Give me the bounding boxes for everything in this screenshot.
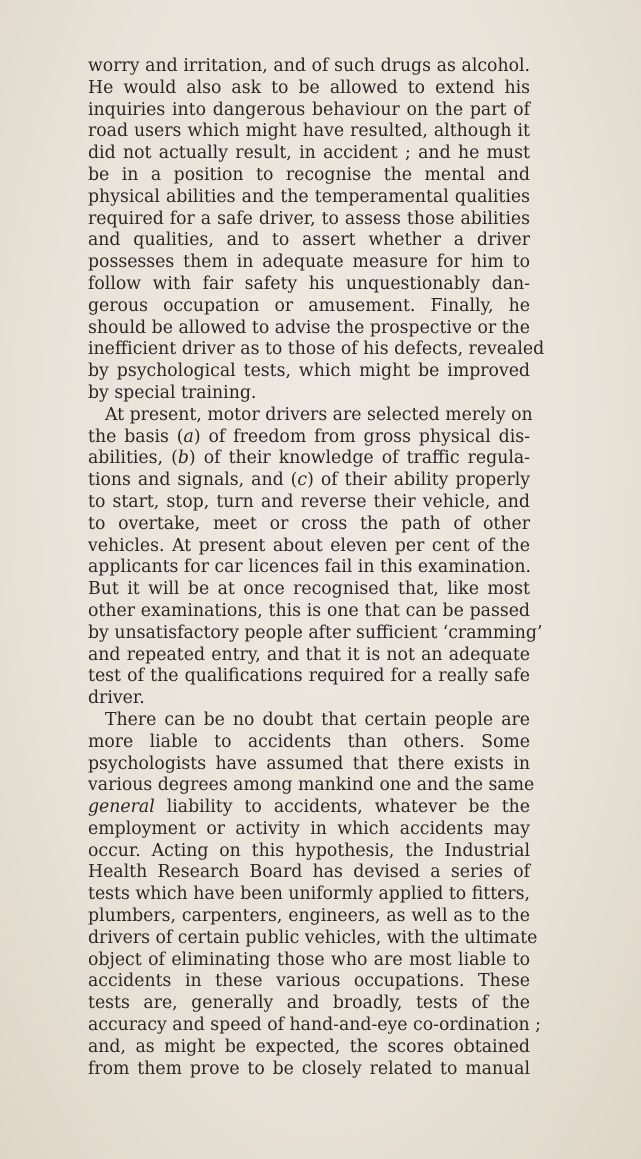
text-line: worry and irritation, and of such drugs as alcohol. — [88, 56, 530, 76]
text-line: follow with fair safety his unquestionably dan- — [88, 273, 530, 294]
text-line: inquiries into dangerous behaviour on the part of — [88, 99, 530, 120]
text-line: road users which might have resulted, although it — [88, 121, 530, 142]
text-line: tests which have been uniformly applied to fitters, — [88, 884, 530, 905]
text-line: should be allowed to advise the prospective or the — [88, 317, 530, 338]
body-text — [88, 56, 545, 1080]
text-line: driver. — [88, 688, 145, 709]
text-line: by special training. — [88, 382, 257, 403]
text-line: accidents in these various occupations. These — [88, 971, 530, 992]
text-line: plumbers, carpenters, engineers, as well as to the — [88, 906, 530, 927]
text-line: But it will be at once recognised that, like most — [88, 579, 530, 600]
text-line: physical abilities and the temperamental qualities — [88, 186, 530, 207]
text-line: accuracy and speed of hand-and-eye co-ordination ; — [88, 1015, 541, 1036]
text-line: vehicles. At present about eleven per cent of the — [88, 535, 530, 556]
text-line: applicants for car licences fail in this examination. — [88, 557, 532, 578]
text-line: employment or activity in which accidents may — [88, 818, 530, 839]
text-line: more liable to accidents than others. Some — [88, 731, 530, 752]
text-line: and repeated entry, and that it is not an adequate — [88, 644, 530, 665]
paragraph-start-line: There can be no doubt that certain people are — [105, 709, 530, 730]
text-line: and, as might be expected, the scores obtained — [88, 1036, 530, 1057]
text-line: the basis (a) of freedom from gross physical dis- — [88, 426, 530, 447]
text-line: abilities, (b) of their knowledge of traffic regula- — [88, 448, 530, 469]
text-line: drivers of certain public vehicles, with the ultimate — [88, 927, 538, 948]
text-line: gerous occupation or amusement. Finally, he — [88, 295, 530, 316]
text-line: be in a position to recognise the mental and — [88, 164, 530, 185]
text-line: occur. Acting on this hypothesis, the Industrial — [88, 840, 530, 861]
text-line: object of eliminating those who are most liable to — [88, 949, 530, 970]
text-line: by unsatisfactory people after sufficient ‘cramming’ — [88, 622, 543, 643]
text-line: possesses them in adequate measure for him to — [88, 252, 530, 273]
text-line: to start, stop, turn and reverse their vehicle, and — [88, 491, 530, 512]
text-line: test of the qualifications required for a really safe — [88, 666, 530, 687]
italic-word: general — [88, 797, 155, 818]
text-line: psychologists have assumed that there exists in — [88, 753, 530, 774]
text-line: He would also ask to be allowed to extend his — [88, 77, 530, 98]
text-line: and qualities, and to assert whether a driver — [88, 230, 530, 251]
italic-letter: b — [177, 448, 189, 469]
text-line: tests are, generally and broadly, tests of the — [88, 993, 530, 1014]
text-line: to overtake, meet or cross the path of other — [88, 513, 530, 534]
text-line: inefficient driver as to those of his defects, revealed — [88, 339, 545, 360]
text-line: general liability to accidents, whatever be the — [88, 797, 530, 818]
text-line: tions and signals, and (c) of their ability properly — [88, 470, 530, 491]
text-line: by psychological tests, which might be improved — [88, 361, 530, 382]
text-line: from them prove to be closely related to manual — [88, 1058, 530, 1079]
italic-letter: a — [183, 426, 194, 447]
paragraph-start-line: At present, motor drivers are selected merely on — [105, 404, 533, 425]
text-line: did not actually result, in accident ; and he must — [88, 143, 530, 164]
text-line: various degrees among mankind one and the same — [88, 775, 535, 796]
italic-letter: c — [297, 470, 308, 491]
text-line: Health Research Board has devised a series of — [88, 862, 530, 883]
text-line: other examinations, this is one that can be passed — [88, 600, 530, 621]
text-line: required for a safe driver, to assess those abilities — [88, 208, 530, 229]
